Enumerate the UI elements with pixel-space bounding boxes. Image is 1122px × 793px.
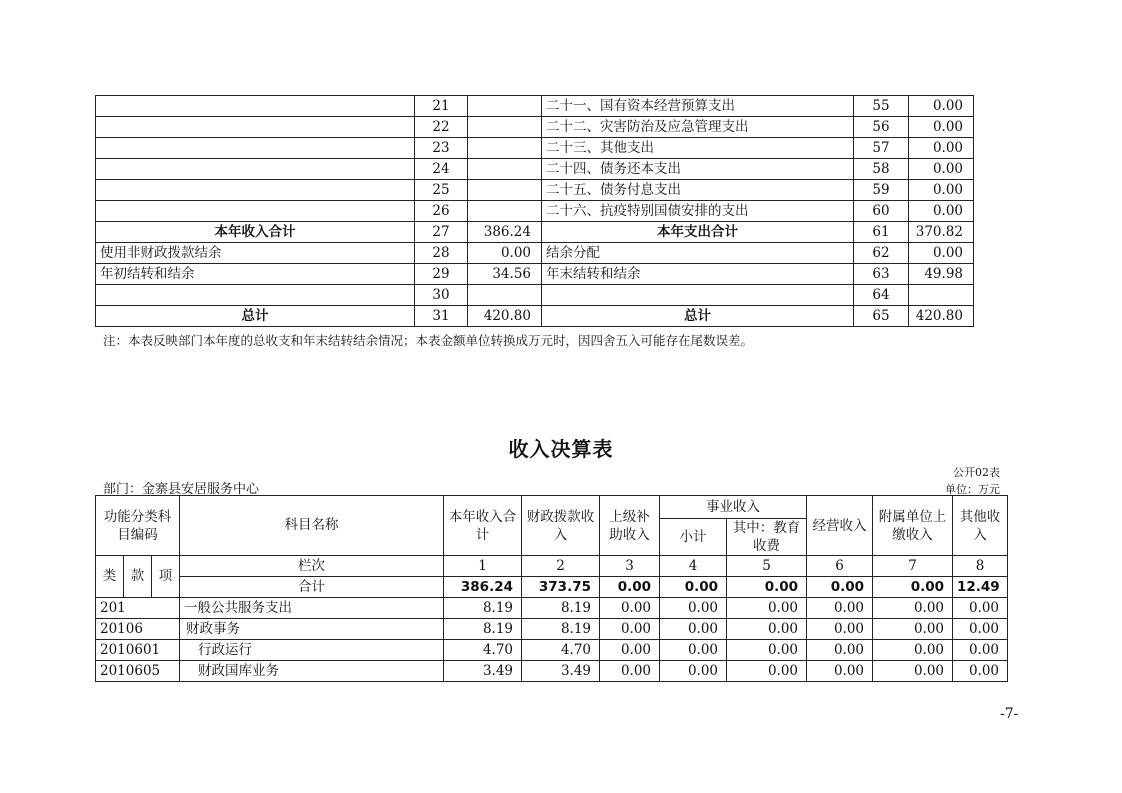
left-label xyxy=(96,159,415,180)
left-amount xyxy=(468,159,542,180)
header-operating: 经营收入 xyxy=(807,496,873,556)
right-line-number: 59 xyxy=(854,180,909,201)
right-line-number: 62 xyxy=(854,243,909,264)
total-value: 12.49 xyxy=(953,577,1008,598)
amount-cell: 3.49 xyxy=(522,661,600,682)
header-xiang: 项 xyxy=(152,556,180,598)
header-subject-name: 科目名称 xyxy=(180,496,444,556)
header-func-code: 功能分类科目编码 xyxy=(96,496,180,556)
right-line-number: 65 xyxy=(854,306,909,327)
left-line-number: 25 xyxy=(415,180,468,201)
amount-cell: 0.00 xyxy=(807,661,873,682)
subject-code: 2010601 xyxy=(96,640,180,661)
right-amount: 0.00 xyxy=(909,201,974,222)
amount-cell: 0.00 xyxy=(660,661,727,682)
header-subtotal: 小计 xyxy=(660,519,727,556)
right-line-number: 58 xyxy=(854,159,909,180)
amount-cell: 0.00 xyxy=(873,640,953,661)
right-line-number: 63 xyxy=(854,264,909,285)
amount-cell: 0.00 xyxy=(807,598,873,619)
left-amount xyxy=(468,180,542,201)
left-amount: 0.00 xyxy=(468,243,542,264)
amount-cell: 0.00 xyxy=(600,640,660,661)
table-row xyxy=(96,598,1008,619)
amount-cell: 0.00 xyxy=(953,598,1008,619)
amount-cell: 0.00 xyxy=(807,640,873,661)
left-line-number: 24 xyxy=(415,159,468,180)
col-number: 4 xyxy=(660,556,727,577)
right-line-number: 64 xyxy=(854,285,909,306)
table-row xyxy=(96,117,974,138)
left-line-number: 29 xyxy=(415,264,468,285)
page-title: 收入决算表 xyxy=(508,437,614,461)
amount-cell: 8.19 xyxy=(522,619,600,640)
left-label: 总计 xyxy=(96,306,415,327)
amount-cell: 4.70 xyxy=(444,640,522,661)
table-row xyxy=(96,159,974,180)
col-number: 8 xyxy=(953,556,1008,577)
left-amount: 420.80 xyxy=(468,306,542,327)
amount-cell: 0.00 xyxy=(600,598,660,619)
subject-name: 一般公共服务支出 xyxy=(180,598,444,619)
amount-cell: 8.19 xyxy=(444,619,522,640)
amount-cell: 0.00 xyxy=(660,640,727,661)
col-number: 5 xyxy=(727,556,807,577)
header-other: 其他收入 xyxy=(953,496,1008,556)
unit-label: 单位：万元 xyxy=(945,483,1000,496)
header-lei: 类 xyxy=(96,556,124,598)
table-row xyxy=(96,285,974,306)
amount-cell: 0.00 xyxy=(807,619,873,640)
total-value: 0.00 xyxy=(807,577,873,598)
right-label: 二十二、灾害防治及应急管理支出 xyxy=(542,117,854,138)
public-table-number: 公开02表 xyxy=(953,466,1000,479)
amount-cell: 0.00 xyxy=(660,619,727,640)
col-number: 3 xyxy=(600,556,660,577)
left-amount xyxy=(468,138,542,159)
amount-cell: 0.00 xyxy=(873,598,953,619)
left-amount: 386.24 xyxy=(468,222,542,243)
subject-name: 财政事务 xyxy=(180,619,444,640)
subject-code: 201 xyxy=(96,598,180,619)
summary-note: 注：本表反映部门本年度的总收支和年末结转结余情况；本表金额单位转换成万元时，因四舍五入可能存在尾数误差。 xyxy=(103,333,754,348)
right-label: 二十三、其他支出 xyxy=(542,138,854,159)
left-label xyxy=(96,138,415,159)
col-number: 7 xyxy=(873,556,953,577)
table-row xyxy=(96,640,1008,661)
header-fiscal: 财政拨款收入 xyxy=(522,496,600,556)
left-line-number: 28 xyxy=(415,243,468,264)
left-amount xyxy=(468,96,542,117)
right-line-number: 61 xyxy=(854,222,909,243)
header-lanci: 栏次 xyxy=(180,556,444,577)
amount-cell: 0.00 xyxy=(727,661,807,682)
right-label xyxy=(542,285,854,306)
total-value: 0.00 xyxy=(873,577,953,598)
amount-cell: 0.00 xyxy=(953,661,1008,682)
table-row xyxy=(96,661,1008,682)
subject-name: 行政运行 xyxy=(180,640,444,661)
right-line-number: 56 xyxy=(854,117,909,138)
amount-cell: 0.00 xyxy=(600,661,660,682)
left-label: 年初结转和结余 xyxy=(96,264,415,285)
income-table-body xyxy=(96,496,1008,682)
right-amount: 0.00 xyxy=(909,96,974,117)
table-row xyxy=(96,243,974,264)
table-row xyxy=(96,96,974,117)
left-line-number: 26 xyxy=(415,201,468,222)
amount-cell: 0.00 xyxy=(727,640,807,661)
amount-cell: 0.00 xyxy=(660,598,727,619)
right-line-number: 55 xyxy=(854,96,909,117)
right-label: 二十一、国有资本经营预算支出 xyxy=(542,96,854,117)
amount-cell: 0.00 xyxy=(953,640,1008,661)
left-label xyxy=(96,96,415,117)
left-label xyxy=(96,285,415,306)
amount-cell: 0.00 xyxy=(873,619,953,640)
header-edu-fee: 其中：教育收费 xyxy=(727,519,807,556)
amount-cell: 0.00 xyxy=(600,619,660,640)
right-label: 二十四、债务还本支出 xyxy=(542,159,854,180)
left-label xyxy=(96,180,415,201)
amount-cell: 4.70 xyxy=(522,640,600,661)
subject-code: 2010605 xyxy=(96,661,180,682)
header-annual-total: 本年收入合计 xyxy=(444,496,522,556)
left-amount: 34.56 xyxy=(468,264,542,285)
left-amount xyxy=(468,285,542,306)
income-table xyxy=(95,495,1008,682)
right-label: 结余分配 xyxy=(542,243,854,264)
total-value: 0.00 xyxy=(727,577,807,598)
header-kuan: 款 xyxy=(124,556,152,598)
summary-table xyxy=(95,95,974,327)
col-number: 1 xyxy=(444,556,522,577)
table-row xyxy=(96,306,974,327)
right-amount: 0.00 xyxy=(909,138,974,159)
right-amount: 0.00 xyxy=(909,180,974,201)
left-line-number: 27 xyxy=(415,222,468,243)
right-amount xyxy=(909,285,974,306)
right-amount: 0.00 xyxy=(909,159,974,180)
left-line-number: 31 xyxy=(415,306,468,327)
right-amount: 420.80 xyxy=(909,306,974,327)
table-row xyxy=(96,201,974,222)
amount-cell: 0.00 xyxy=(727,619,807,640)
left-amount xyxy=(468,117,542,138)
col-number: 6 xyxy=(807,556,873,577)
left-line-number: 23 xyxy=(415,138,468,159)
amount-cell: 3.49 xyxy=(444,661,522,682)
left-label xyxy=(96,117,415,138)
left-line-number: 22 xyxy=(415,117,468,138)
total-value: 373.75 xyxy=(522,577,600,598)
amount-cell: 0.00 xyxy=(727,598,807,619)
right-label: 二十六、抗疫特别国债安排的支出 xyxy=(542,201,854,222)
total-value: 386.24 xyxy=(444,577,522,598)
right-label: 年末结转和结余 xyxy=(542,264,854,285)
table-row xyxy=(96,264,974,285)
amount-cell: 8.19 xyxy=(444,598,522,619)
table-row xyxy=(96,619,1008,640)
amount-cell: 0.00 xyxy=(953,619,1008,640)
left-label xyxy=(96,201,415,222)
table-row xyxy=(96,138,974,159)
right-amount: 370.82 xyxy=(909,222,974,243)
total-value: 0.00 xyxy=(600,577,660,598)
right-amount: 0.00 xyxy=(909,243,974,264)
right-line-number: 60 xyxy=(854,201,909,222)
page-number: -7- xyxy=(1000,706,1019,722)
amount-cell: 8.19 xyxy=(522,598,600,619)
left-line-number: 21 xyxy=(415,96,468,117)
total-row-label: 合计 xyxy=(180,577,444,598)
left-line-number: 30 xyxy=(415,285,468,306)
total-value: 0.00 xyxy=(660,577,727,598)
right-label: 二十五、债务付息支出 xyxy=(542,180,854,201)
col-number: 2 xyxy=(522,556,600,577)
subject-name: 财政国库业务 xyxy=(180,661,444,682)
header-upper-subsidy: 上级补助收入 xyxy=(600,496,660,556)
right-label: 本年支出合计 xyxy=(542,222,854,243)
table-row xyxy=(96,222,974,243)
department-label: 部门：金寨县安居服务中心 xyxy=(103,482,260,497)
table-row xyxy=(96,180,974,201)
right-line-number: 57 xyxy=(854,138,909,159)
right-amount: 49.98 xyxy=(909,264,974,285)
header-affiliated: 附属单位上缴收入 xyxy=(873,496,953,556)
header-business: 事业收入 xyxy=(660,496,807,519)
left-amount xyxy=(468,201,542,222)
right-label: 总计 xyxy=(542,306,854,327)
subject-code: 20106 xyxy=(96,619,180,640)
amount-cell: 0.00 xyxy=(873,661,953,682)
left-label: 使用非财政拨款结余 xyxy=(96,243,415,264)
summary-table-body xyxy=(96,96,974,327)
right-amount: 0.00 xyxy=(909,117,974,138)
left-label: 本年收入合计 xyxy=(96,222,415,243)
